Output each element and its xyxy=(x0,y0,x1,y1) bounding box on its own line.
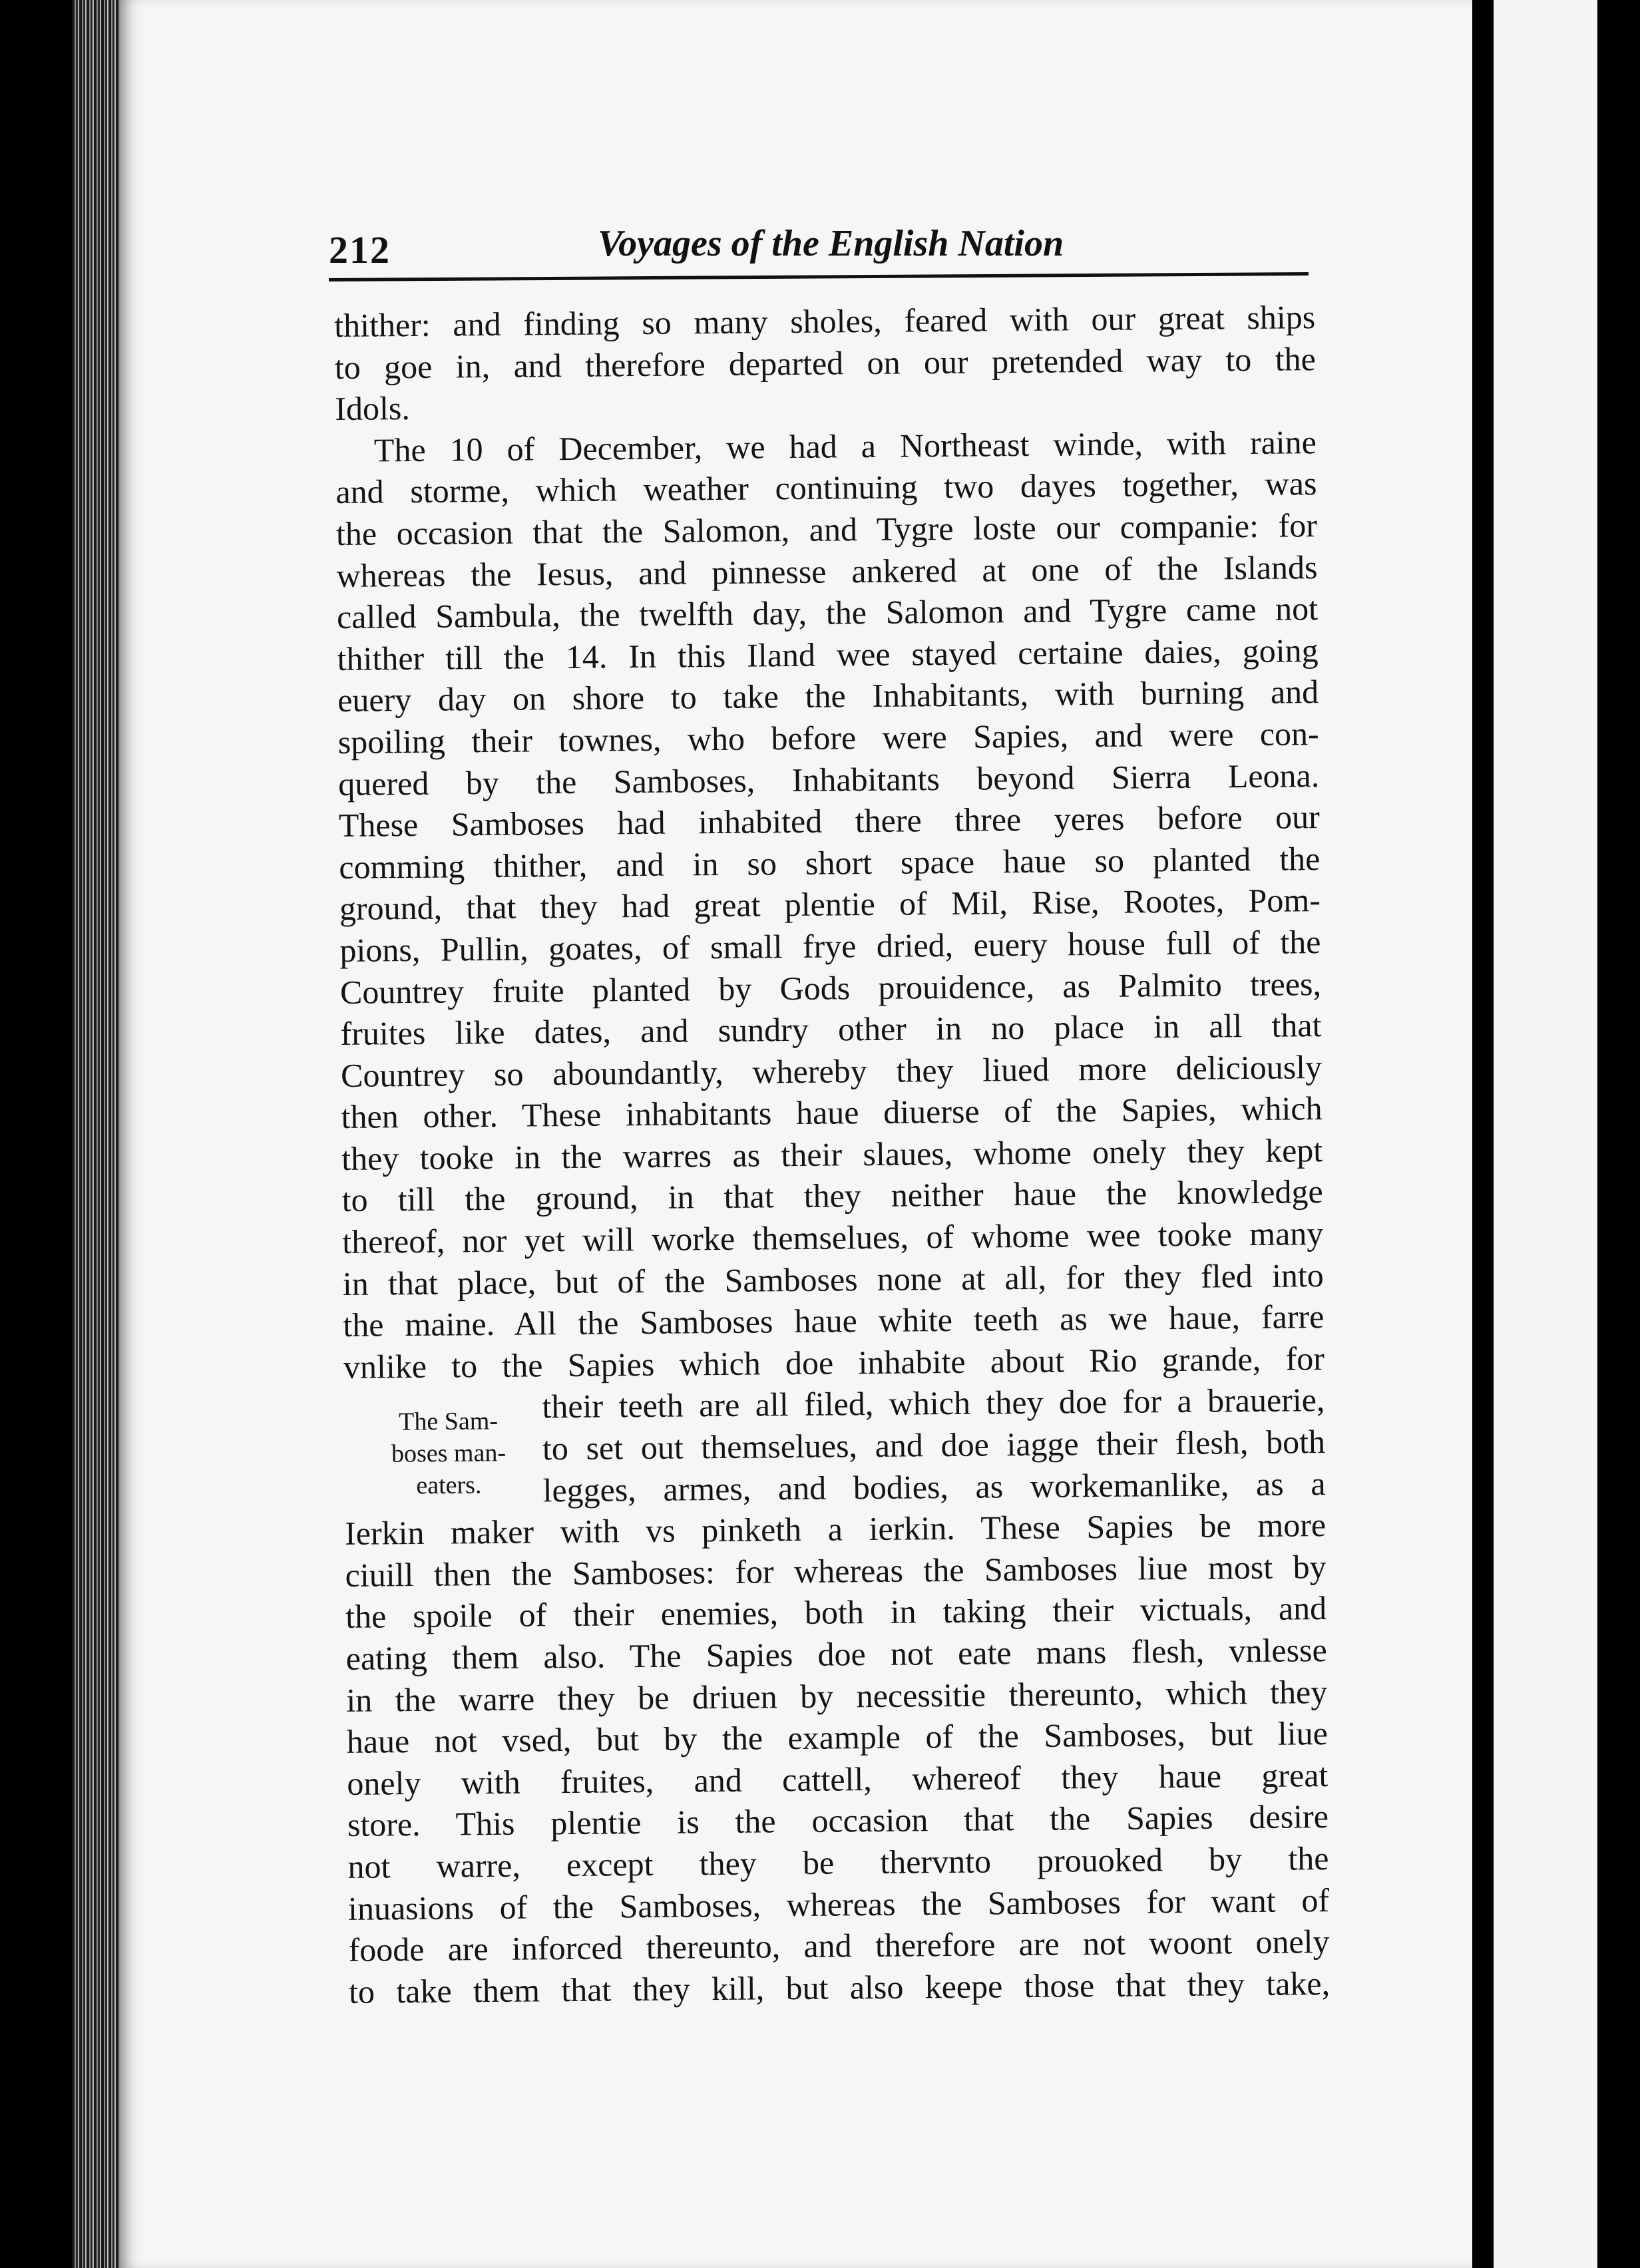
text-line: comming thither, and in so short space haue so planted the xyxy=(339,839,1321,886)
marginal-note-line: boses man- xyxy=(391,1439,507,1468)
text-line: ciuill then the Samboses: for whereas the Samboses liue most by xyxy=(345,1547,1327,1594)
text-line: the maine. All the Samboses haue white teeth as we haue, farre xyxy=(343,1298,1325,1344)
text-line: in that place, but of the Samboses none at all, for they fled into xyxy=(342,1256,1325,1302)
text-line: legges, armes, and bodies, as workemanlike, as a xyxy=(542,1464,1326,1509)
marginal-note-line: The Sam- xyxy=(398,1407,499,1436)
text-line: haue not vsed, but by the example of the Samboses, but liue xyxy=(346,1714,1329,1761)
text-line: onely with fruites, and cattell, whereof they haue great xyxy=(347,1756,1329,1802)
text-line: These Samboses had inhabited there three yeres before our xyxy=(338,798,1321,845)
text-line: the occasion that the Salomon, and Tygre loste our companie: for xyxy=(335,506,1318,552)
text-line: they tooke in the warres as their slaues, whome onely they kept xyxy=(341,1131,1323,1177)
marginal-note xyxy=(368,1405,528,1502)
text-line: to take them that they kill, but also keepe those that they take, xyxy=(348,1964,1331,2010)
text-line: to set out themselues, and doe iagge their flesh, both xyxy=(542,1423,1326,1467)
text-line: their teeth are all filed, which they doe for a brauerie, xyxy=(542,1381,1325,1425)
book-gutter xyxy=(1472,0,1494,2268)
text-line: vnlike to the Sapies which doe inhabite about Rio grande, for xyxy=(343,1339,1325,1386)
text-line: thither till the 14. In this Iland wee stayed certaine daies, going xyxy=(337,631,1319,677)
text-line: Countrey so aboundantly, whereby they liued more deliciously xyxy=(340,1047,1323,1094)
text-line: in the warre they be driuen by necessitie thereunto, which they xyxy=(346,1672,1328,1719)
text-line: thereof, nor yet will worke themselues, of whome wee tooke many xyxy=(342,1215,1324,1261)
text-line: The 10 of December, we had a Northeast winde, with raine xyxy=(373,423,1317,469)
text-line: to goe in, and therefore departed on our pretended way to the xyxy=(334,339,1317,386)
text-line: Ierkin maker with vs pinketh a ierkin. These Sapies be more xyxy=(344,1506,1327,1553)
text-line: inuasions of the Samboses, whereas the Samboses for want of xyxy=(347,1881,1330,1927)
text-line: pions, Pullin, goates, of small frye dried, euery house full of the xyxy=(339,923,1321,969)
text-line: store. This plentie is the occasion that the Sapies desire xyxy=(347,1797,1329,1844)
text-line: spoiling their townes, who before were Sapies, and were con- xyxy=(337,715,1319,761)
text-line: eating them also. The Sapies doe not eate mans flesh, vnlesse xyxy=(345,1631,1327,1677)
text-line: whereas the Iesus, and pinnesse ankered at one of the Islands xyxy=(336,548,1318,594)
text-line: euery day on shore to take the Inhabitants, with burning and xyxy=(337,673,1319,719)
text-line: the spoile of their enemies, both in taking their victuals, and xyxy=(345,1589,1327,1636)
text-line: then other. These inhabitants haue diuerse of the Sapies, which xyxy=(341,1089,1323,1136)
text-line: to till the ground, in that they neither haue the knowledge xyxy=(341,1173,1323,1219)
text-line: not warre, except they be thervnto prouoked by the xyxy=(347,1839,1329,1885)
text-line: foode are inforced thereunto, and therefore are not woont onely xyxy=(348,1923,1330,1969)
running-title: Voyages of the English Nation xyxy=(598,223,1064,264)
running-head xyxy=(329,220,1309,280)
body-text xyxy=(334,296,1330,2012)
text-line: Countrey fruite planted by Gods prouidence, as Palmito trees, xyxy=(339,964,1322,1011)
text-line: called Sambula, the twelfth day, the Salomon and Tygre came not xyxy=(336,590,1319,636)
text-line: and storme, which weather continuing two dayes together, was xyxy=(335,465,1317,511)
text-line: Idols. xyxy=(335,389,411,428)
text-line: quered by the Samboses, Inhabitants beyond Sierra Leona. xyxy=(338,756,1320,803)
scan-border xyxy=(1597,0,1640,2268)
page-number: 212 xyxy=(329,228,391,272)
text-line: ground, that they had great plentie of Mil, Rise, Rootes, Pom- xyxy=(339,881,1321,928)
text-line: thither: and finding so many sholes, feared with our great ships xyxy=(334,298,1316,344)
marginal-note-line: eaters. xyxy=(416,1471,482,1500)
page-edges xyxy=(72,0,120,2268)
text-line: fruites like dates, and sundry other in no place in all that xyxy=(340,1006,1322,1053)
